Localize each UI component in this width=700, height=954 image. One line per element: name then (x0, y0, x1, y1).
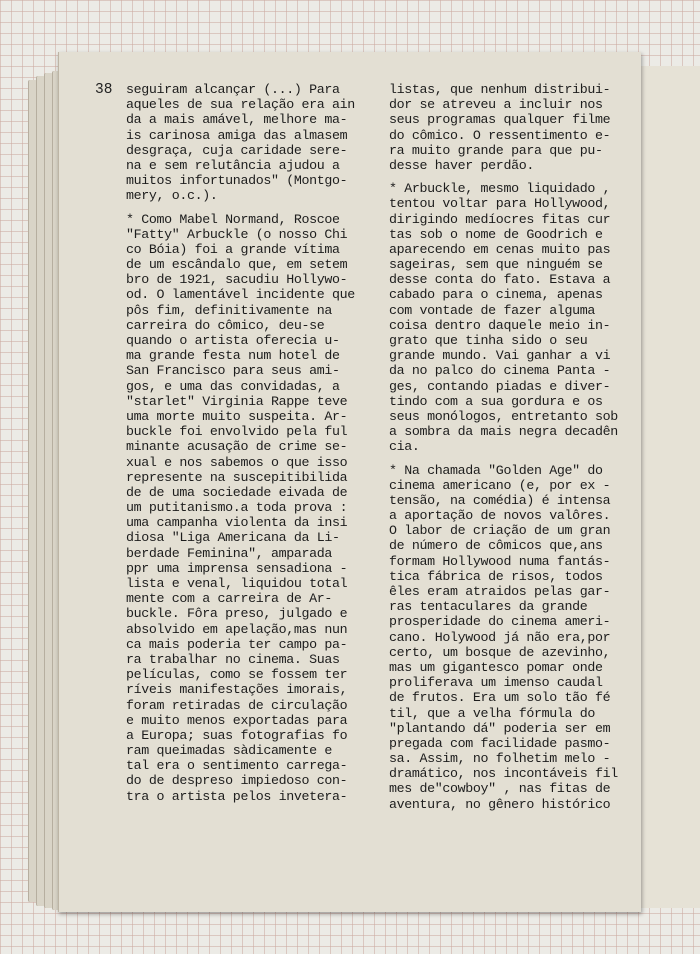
paragraph (126, 82, 358, 204)
text-line: do de despreso impiedoso con- (126, 773, 348, 789)
text-line: is carinosa amiga das almasem (126, 127, 348, 143)
paragraph (126, 212, 358, 804)
text-line: coisa dentro daquele meio in- (389, 317, 611, 333)
text-line: mes de"cowboy" , nas fitas de (389, 781, 611, 797)
text-line: de de uma sociedade eivada de (126, 484, 348, 500)
text-line: na e sem relutância ajudou a (126, 157, 340, 173)
text-line: "starlet" Virginia Rappe teve (126, 393, 348, 409)
text-line: seguiram alcançar (...) Para (126, 82, 340, 97)
text-line: grato que tinha sido o seu (389, 333, 588, 348)
text-line: de número de cômicos que,ans (389, 538, 603, 554)
text-line: ras tentaculares da grande (389, 599, 588, 615)
text-line: lista e venal, liquidou total (126, 576, 348, 591)
text-line: do cômico. O ressentimento e- (389, 127, 611, 143)
text-line: aparecendo em cenas muito pas (389, 241, 611, 257)
text-line: dirigindo medíocres fitas cur (389, 211, 611, 227)
text-line: cano. Holywood já não era,por (389, 629, 611, 645)
text-line: desgraça, cuja caridade sere- (126, 142, 348, 158)
text-line: San Francisco para seus ami- (126, 363, 340, 379)
typewritten-page (58, 52, 641, 912)
text-line: cabado para o cinema, apenas (389, 287, 603, 303)
text-line: ra trabalhar no cinema. Suas (126, 651, 340, 667)
paragraph (389, 463, 624, 812)
text-line: mas um gigantesco pomar onde (389, 659, 603, 675)
text-line: bro de 1921, sacudiu Hollywo- (126, 272, 348, 288)
text-line: sa. Assim, no folhetim melo - (389, 751, 611, 767)
text-line: tentou voltar para Hollywood, (389, 196, 611, 212)
text-line: aventura, no gênero histórico (389, 796, 611, 812)
text-line: mery, o.c.). (126, 188, 218, 204)
text-line: berdade Feminina", amparada (126, 545, 332, 561)
paragraph (389, 82, 624, 173)
page-number: 38 (95, 82, 113, 98)
text-line: ges, contando piadas e diver- (389, 378, 611, 394)
text-line: minante acusação de crime se- (126, 439, 348, 455)
text-line: a sombra da mais negra decadên (389, 424, 618, 440)
text-line: tra o artista pelos invetera- (126, 788, 348, 804)
text-line: "plantando dá" poderia ser em (389, 720, 611, 736)
left-column (126, 82, 358, 804)
text-line: ríveis manifestações imorais, (126, 682, 348, 698)
text-line: buckle foi envolvido pela ful (126, 424, 348, 440)
text-line: foram retiradas de circulação (126, 697, 348, 713)
text-line: proliferava um imenso caudal (389, 675, 603, 691)
text-line: pôs fim, definitivamente na (126, 302, 332, 318)
text-line: da no palco do cinema Panta - (389, 363, 611, 379)
text-line: represente na suscepitibilida (126, 469, 348, 485)
text-line: uma morte muito suspeita. Ar- (126, 408, 348, 424)
text-line: películas, como se fossem ter (126, 667, 348, 683)
text-line: quando o artista oferecia u- (126, 333, 340, 348)
text-line: sageiras, sem que ninguém se (389, 257, 603, 273)
paragraph (389, 181, 624, 454)
right-column (389, 82, 624, 812)
text-line: * Na chamada "Golden Age" do (389, 462, 603, 478)
text-line: * Arbuckle, mesmo liquidado , (389, 181, 611, 197)
paragraph-gap (126, 204, 358, 212)
text-line: O labor de criação de um gran (389, 523, 611, 539)
text-line: aqueles de sua relação era ain (126, 97, 355, 113)
text-line: xual e nos sabemos o que isso (126, 454, 348, 470)
paragraph-gap (389, 455, 624, 463)
text-line: ra muito grande para que pu- (389, 142, 603, 158)
text-line: de frutos. Era um solo tão fé (389, 690, 611, 706)
text-line: ca mais poderia ter campo pa- (126, 636, 348, 652)
text-line: certo, um bosque de azevinho, (389, 644, 611, 660)
text-line: pregada com facilidade pasmo- (389, 735, 611, 751)
text-line: cinema americano (e, por ex - (389, 477, 611, 493)
text-line: a Europa; suas fotografias fo (126, 727, 348, 743)
text-line: grande mundo. Vai ganhar a vi (389, 348, 611, 364)
text-line: desse conta do fato. Estava a (389, 272, 611, 288)
text-line: tindo com a sua gordura e os (389, 393, 603, 409)
text-line: e muito menos exportadas para (126, 712, 348, 728)
text-line: * Como Mabel Normand, Roscoe (126, 211, 340, 227)
text-line: prosperidade do cinema ameri- (389, 614, 611, 630)
text-line: od. O lamentável incidente que (126, 287, 355, 303)
text-line: til, que a velha fórmula do (389, 705, 595, 721)
text-line: da a mais amável, melhore ma- (126, 112, 348, 128)
text-line: gos, e uma das convidadas, a (126, 378, 340, 394)
text-line: um putitanismo.a toda prova : (126, 500, 348, 516)
text-line: uma campanha violenta da insi (126, 515, 348, 531)
facing-page-edge (637, 66, 700, 908)
text-line: mente com a carreira de Ar- (126, 591, 332, 607)
text-line: listas, que nenhum distribui- (389, 82, 611, 97)
text-line: seus monólogos, entretanto sob (389, 408, 618, 424)
text-line: com vontade de fazer alguma (389, 302, 595, 318)
text-line: carreira do cômico, deu-se (126, 317, 325, 333)
text-line: tica fábrica de risos, todos (389, 568, 603, 584)
text-line: dramático, nos incontáveis fil (389, 766, 618, 782)
text-line: a aportação de novos valôres. (389, 508, 611, 524)
text-line: tas sob o nome de Goodrich e (389, 226, 603, 242)
text-line: diosa "Liga Americana da Li- (126, 530, 340, 546)
text-line: muitos infortunados" (Montgo- (126, 173, 348, 189)
text-line: dor se atreveu a incluir nos (389, 97, 603, 113)
text-line: êles eram atraidos pelas gar- (389, 584, 611, 599)
paragraph-gap (389, 173, 624, 181)
text-line: absolvido em apelação,mas nun (126, 621, 348, 637)
text-line: ma grande festa num hotel de (126, 348, 340, 364)
text-line: de um escândalo que, em setem (126, 257, 348, 273)
text-line: ppr uma imprensa sensadiona - (126, 560, 348, 576)
text-line: tal era o sentimento carrega- (126, 758, 348, 774)
text-line: cia. (389, 439, 420, 455)
text-line: buckle. Fôra preso, julgado e (126, 606, 348, 622)
text-line: tensão, na comédia) é intensa (389, 492, 611, 508)
text-line: desse haver perdão. (389, 157, 534, 173)
text-line: seus programas qualquer filme (389, 112, 611, 128)
text-line: ram queimadas sàdicamente e (126, 743, 332, 759)
text-line: formam Hollywood numa fantás- (389, 553, 611, 569)
text-line: "Fatty" Arbuckle (o nosso Chi (126, 226, 348, 242)
text-line: co Bóia) foi a grande vítima (126, 241, 340, 257)
